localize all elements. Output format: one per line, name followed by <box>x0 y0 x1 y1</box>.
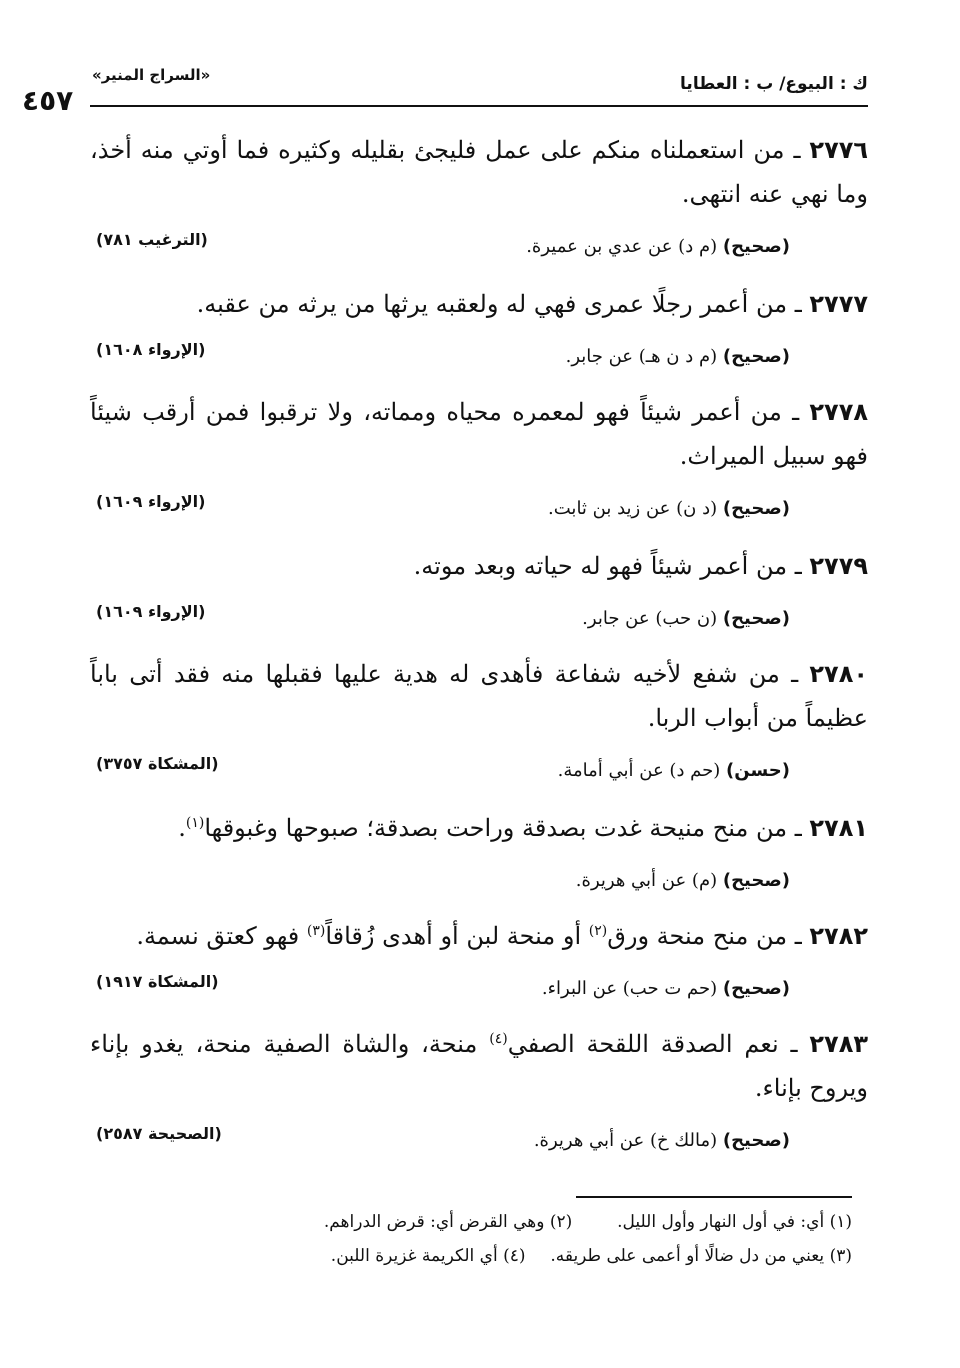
hadith-grade-line <box>582 608 790 629</box>
footnote-marker[interactable]: (٤) <box>489 1031 508 1047</box>
hadith-reference: (الترغيب ٧٨١) <box>96 230 208 249</box>
hadith-body: ـ من منح منحة ورق <box>607 922 802 950</box>
footnote-rule <box>576 1196 852 1198</box>
hadith-number: ٢٧٧٦ <box>809 136 869 164</box>
hadith-body: أو منحة لبن أو أهدى زُقاقاً <box>325 922 589 950</box>
hadith-narration: (م د ن هـ) عن جابر. <box>565 346 718 367</box>
hadith-entry <box>90 282 868 367</box>
footnote-line <box>324 1212 852 1232</box>
hadith-text <box>90 390 868 478</box>
header-rule <box>90 105 868 107</box>
hadith-text <box>90 652 868 740</box>
chapter-heading: ك : البيوع/ ب : العطايا <box>680 74 868 94</box>
hadith-text <box>90 806 868 850</box>
footnote-line <box>331 1246 852 1266</box>
hadith-source <box>90 340 868 374</box>
hadith-text <box>90 544 868 588</box>
hadith-entry <box>90 652 868 781</box>
hadith-source <box>90 492 868 526</box>
hadith-body: ـ نعم الصدقة اللقحة الصفي <box>507 1030 798 1058</box>
hadith-body-end: . <box>178 814 186 842</box>
hadith-grade: (صحيح) <box>722 870 790 891</box>
hadith-number: ٢٧٨١ <box>809 814 868 842</box>
hadith-source <box>90 602 868 636</box>
hadith-text <box>90 1022 868 1110</box>
footnote-mark: (٣) <box>829 1246 852 1266</box>
hadith-grade: (صحيح) <box>722 608 790 629</box>
hadith-grade: (صحيح) <box>722 1130 790 1151</box>
footnote-mark: (٢) <box>549 1212 573 1232</box>
footnote-mark: (١) <box>829 1212 852 1232</box>
hadith-reference: (المشكاة ٣٧٥٧) <box>96 754 219 773</box>
hadith-number: ٢٧٨٠ <box>809 660 868 688</box>
hadith-source <box>90 1124 868 1158</box>
hadith-narration: (م د) عن عدي بن عميرة. <box>526 236 718 257</box>
hadith-body: ـ من منح منيحة غدت بصدقة وراحت بصدقة؛ صبوحها وغبوقها <box>204 814 802 842</box>
hadith-grade: (حسن) <box>726 760 790 781</box>
hadith-number: ٢٧٨٣ <box>809 1030 868 1058</box>
footnote-text: وهي القرض أي: قرض الدراهم. <box>323 1212 545 1232</box>
hadith-number: ٢٧٧٨ <box>809 398 868 426</box>
footnote-text: أي: في أول النهار وأول الليل. <box>617 1212 825 1232</box>
footnote-text: يعني من دل ضالًا أو أعمى على طريقه. <box>550 1246 825 1266</box>
hadith-text <box>90 914 868 958</box>
hadith-grade: (صحيح) <box>722 978 790 999</box>
hadith-entry <box>90 1022 868 1151</box>
hadith-grade-line <box>526 236 790 257</box>
hadith-grade: (صحيح) <box>722 236 790 257</box>
hadith-grade-line <box>558 760 790 781</box>
hadith-reference: (الصحيحة ٢٥٨٧) <box>96 1124 222 1143</box>
hadith-grade-line <box>534 1130 790 1151</box>
hadith-body: ـ من أعمر شيئاً فهو لمعمره محياه ومماته، ولا ترقبوا فمن أرقب شيئاً فهو سبيل الميراث. <box>90 398 868 470</box>
hadith-body: ـ من أعمر رجلًا عمرى فهي له ولعقبه يرثها من يرثه من عقبه. <box>196 290 802 318</box>
hadith-narration: (د ن) عن زيد بن ثابت. <box>548 498 718 519</box>
hadith-grade-line <box>548 498 790 519</box>
hadith-narration: (حم د) عن أبي أمامة. <box>557 760 721 781</box>
hadith-number: ٢٧٧٩ <box>809 552 868 580</box>
hadith-narration: (م) عن أبي هريرة. <box>575 870 718 891</box>
hadith-text <box>90 282 868 326</box>
hadith-narration: (مالك خ) عن أبي هريرة. <box>533 1130 718 1151</box>
hadith-grade-line <box>566 346 790 367</box>
hadith-entry <box>90 806 868 891</box>
hadith-reference: (الإرواء ١٦٠٨) <box>96 340 206 359</box>
hadith-body: منحة، والشاة الصفية منحة، يغدو بإناء ويروح بإناء. <box>90 1030 868 1102</box>
hadith-body: ـ من أعمر شيئاً فهو له حياته وبعد موته. <box>413 552 802 580</box>
hadith-entry <box>90 128 869 257</box>
hadith-number: ٢٧٧٧ <box>809 290 868 318</box>
hadith-entry <box>90 544 868 629</box>
hadith-body: فهو كعتق نسمة. <box>136 922 307 950</box>
hadith-grade: (صحيح) <box>722 498 790 519</box>
hadith-narration: (حم ت حب) عن البراء. <box>541 978 718 999</box>
hadith-grade-line <box>576 870 790 891</box>
hadith-text <box>90 128 868 216</box>
hadith-reference: (المشكاة ١٩١٧) <box>96 972 219 991</box>
hadith-grade: (صحيح) <box>722 346 790 367</box>
hadith-body: ـ من استعملناه منكم على عمل فليجئ بقليله وكثيره فما أوتي منه أخذ، وما نهي عنه انتهى. <box>90 136 868 208</box>
footnote-marker[interactable]: (٢) <box>588 923 608 939</box>
hadith-source <box>90 754 868 788</box>
hadith-reference: (الإرواء ١٦٠٩) <box>96 492 206 511</box>
hadith-entry <box>90 390 868 519</box>
book-title: «السراج المنير» <box>92 66 211 84</box>
page-number: ٤٥٧ <box>22 84 74 117</box>
hadith-source <box>90 230 868 264</box>
footnote-marker[interactable]: (٣) <box>306 923 326 939</box>
hadith-number: ٢٧٨٢ <box>809 922 868 950</box>
hadith-narration: (ن حب) عن جابر. <box>582 608 718 629</box>
hadith-entry <box>90 914 868 999</box>
hadith-body: ـ من شفع لأخيه شفاعة فأهدى له هدية عليها فقبلها منه فقد أتى باباً عظيماً من أبواب الربا. <box>90 660 868 732</box>
hadith-reference: (الإرواء ١٦٠٩) <box>96 602 206 621</box>
footnote-mark: (٤) <box>503 1246 526 1266</box>
hadith-source <box>90 870 868 898</box>
footnote-marker[interactable]: (١) <box>185 815 205 831</box>
hadith-source <box>90 972 868 1006</box>
footnote-text: أي الكريمة غزيرة اللبن. <box>330 1246 498 1266</box>
hadith-grade-line <box>542 978 790 999</box>
